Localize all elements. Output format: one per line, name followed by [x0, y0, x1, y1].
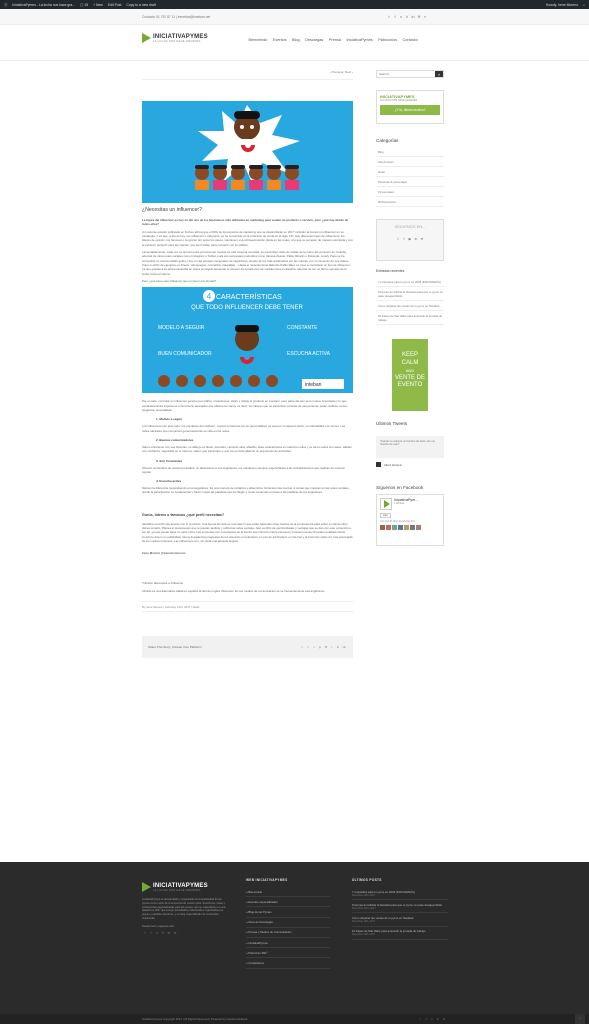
paragraph: Saben entretener con sus historias, su diálogo es fluido, divertido y aportan valor añadido. Esta característica es natural en ellos y se da en todos los casos. Hablan con confianza, seguridad en sí mismos, saben que transmiten y que los permite afianzar su argumento de autoridad. — [142, 444, 352, 454]
post-navigation — [142, 70, 353, 80]
vimeo-icon[interactable]: v — [400, 14, 402, 19]
infographic-brand: inteban — [305, 382, 322, 389]
tweets-title: Últimos Tweets — [376, 421, 408, 426]
mail-icon[interactable]: ✉ — [324, 645, 328, 650]
facebook-icon[interactable]: f — [307, 645, 309, 650]
paragraph: Los influencers son ante todo "los populares del instituto", marcan tendencia con su personalidad, ya sea por su aspecto físico, su naturalidad o su humor. Las redes naturales que componen generosamente su vida en las redes. — [142, 424, 346, 433]
main-nav — [243, 38, 418, 42]
infographic-c3: BUEN COMUNICADOR — [158, 351, 212, 358]
search-icon[interactable]: ⌕ — [435, 71, 443, 77]
vimeo-icon[interactable]: v — [431, 1017, 433, 1021]
linkedin-icon[interactable]: in — [411, 14, 415, 19]
reddit-icon[interactable]: r — [331, 645, 333, 650]
recent-post[interactable]: 7 propósitos para tu pyme en 2018 [INFOGRAFÍA] — [376, 277, 444, 287]
paragraph: Ofrecen contenidos de manera periódica, no abandonan a sus seguidores, los mantienen siempre enganchados a las actualizaciones que realizan de manera regular. — [142, 465, 345, 474]
search-icon[interactable]: ⌕ — [423, 14, 427, 19]
share-box — [142, 636, 353, 658]
page-logo-icon — [380, 498, 392, 510]
twitter-icon[interactable]: t — [144, 930, 146, 935]
infographic-image — [142, 287, 353, 393]
list-heading: 4. Escucha activa — [156, 479, 182, 484]
site-footer — [0, 862, 589, 1014]
category-item[interactable]: Storyhunters — [376, 157, 444, 167]
footer-post[interactable]: 10 frases de Star Wars para amenizar la jornada de trabajo December 15th, 2017 — [352, 927, 448, 940]
footer-about — [142, 882, 226, 935]
footer-link[interactable]: » Zona de Descargas — [246, 918, 330, 928]
recent-post[interactable]: 10 frases de Star Wars para amenizar la jornada de trabajo — [376, 311, 444, 325]
vk-icon[interactable]: vk — [342, 645, 346, 650]
nav-prensa[interactable]: Prensa — [328, 38, 341, 42]
top-bar — [0, 9, 589, 25]
facebook-icon[interactable]: f — [150, 930, 152, 935]
keep-calm-banner[interactable] — [392, 339, 428, 411]
recent-post[interactable]: 9 formas de felicitar la Navidad para que tu pyme no pase desapercibida — [376, 287, 444, 301]
featured-image — [142, 101, 353, 203]
post-meta: By Irene Moreno | February 23rd, 2017 | Ideas — [142, 601, 353, 612]
tumblr-icon[interactable]: t — [313, 645, 315, 650]
share-label: Share This Story, Choose Your Platform! — [148, 645, 202, 650]
category-item[interactable]: Ideas — [376, 167, 444, 177]
paragraph: Un reciente estudio publicado en Forbes afirma que el 84% de los expertos de marketing que se desarrollarán en 2017 incluirán al menos un influencer en su estrategia. Y es que, a día de hoy, ser influencer o influyente, se ha convertido en la profesión de moda en el siglo XXI. Hay diferentes tipos de influencers: los líderes de opinión, los famosos o los gurús. En todos los casos, mantienen una sobreexposición diaria en las redes, a la que se someten de manera voluntaria y con el esfuerzo perfecto para las marcas, que les brindan para convertir con su público. — [142, 229, 353, 247]
banner-cta: ¿Y tú, tienes recelos? — [380, 105, 440, 115]
banner-tagline: LA LUCHA NOS HACE GRANDES — [380, 99, 418, 102]
keep-line: CALM — [401, 359, 419, 366]
facebook-icon[interactable]: f — [425, 1017, 427, 1021]
fb-likes: 1.2K likes — [394, 502, 405, 505]
footer-follow: Puedes leer y sígueme acá: — [142, 924, 175, 928]
admin-site-link[interactable]: IniciativaPymes - La lucha nos hace gra... — [12, 2, 76, 7]
fb-friends: You and 20 other friends like this — [380, 520, 415, 523]
paragraph: Pero ¿qué tiene este influencer que no tienen los demás? — [142, 279, 217, 284]
tweet-author: Albert Einstein — [384, 462, 403, 467]
footer-link[interactable]: » Bienvenido — [246, 887, 330, 897]
recent-title: Entradas recientes — [376, 269, 405, 273]
infographic-subtitle: QUE TODO INFLUENCER DEBE TENER — [191, 305, 303, 312]
logo-triangle-icon — [142, 33, 151, 43]
twitter-icon[interactable]: t — [301, 645, 303, 650]
next-link[interactable]: Next › — [344, 70, 353, 74]
copy-draft-link[interactable]: Copy to a new draft — [126, 2, 156, 7]
twitter-icon[interactable]: t — [397, 237, 399, 241]
tweet-author-row — [376, 462, 444, 467]
keep-line: KEEP — [401, 352, 418, 358]
logo-name: INICIATIVAPYMES — [153, 33, 208, 40]
footer-link[interactable]: » Blog de las Pymes — [246, 907, 330, 917]
nav-blog[interactable]: Blog — [292, 38, 300, 42]
footer-link[interactable]: » Eventos especializados — [246, 897, 330, 907]
paragraph: Marcan la diferencia respondiendo a los seguidores. Es una manera de cuidarlos y afianzarlos. Entienden las marcas ni temas que imperan en las redes sociales, donde la participación es fundamental y hacen suyas las palabras que los llegan y crean contenido en base a las palabras de los seguidores. — [142, 486, 350, 495]
linkedin-icon[interactable]: in — [336, 645, 340, 650]
tweet-card: "Intente no volverte un hombre de éxito, sino un hombre de valor" — [376, 436, 444, 458]
pinterest-icon[interactable]: p — [319, 645, 321, 650]
rss-icon[interactable]: ≋ — [417, 14, 421, 19]
infographic-number: 4 — [206, 292, 212, 302]
footer-link[interactable]: » IniciativaPymes — [246, 938, 330, 948]
social-widget — [376, 219, 444, 261]
twitter-icon[interactable]: t — [388, 14, 390, 19]
banner-name: INICIATIVAPYMES — [380, 94, 415, 99]
nav-descargas[interactable]: Descargas — [305, 38, 324, 42]
category-item[interactable]: Personas & personajes — [376, 177, 444, 187]
copyright-text: Iniciativa Pymes Copyright 2014 | All Rights Reserved | Powered by Inseban Network — [142, 1017, 248, 1021]
wordpress-icon[interactable]: ⓪ — [4, 3, 8, 7]
facebook-icon[interactable]: f — [403, 237, 405, 241]
keep-line: VENTE DE — [394, 374, 425, 381]
footer-logo-name: INICIATIVAPYMES — [153, 882, 208, 889]
footer-logo-tagline: LA LUCHA NOS HACE GRANDES — [153, 888, 201, 892]
category-item[interactable]: Blog — [376, 147, 444, 157]
paragraph: Lamentablemente, cada vez se terminó para promocionar marcas es casi ninguna novedad: se transmiten miles de visitas de la mano del consumo de Youtube, además de otras redes sociales como Instagram o Twitter, para sus personajes preferidos como Vanesa Zuanel, Pablo Alborán o Dulceida. Lovely Pepa se ha convertido en recomendado guiño y hoy en día amasan centenares de seguidores, siendo de los más reclamados por las marcas, por el comienzo de sus videos. Tras un sinfín de ejemplos en fitness, videojuegos, cosmética, maquillaje... Hasta el recientemente fallecido Pablo Ráez se puso a considerar un tipo de influencer, ya que gracias a su activa campaña en redes consiguió aumentar el número de donaciones de médula ósea en España, además de ser un férreo ejemplo de la lucha contra el cáncer. — [142, 250, 351, 276]
recent-post[interactable]: Cómo disparar las ventas de tu pyme en Navidad — [376, 301, 444, 311]
sidebar-banner[interactable] — [376, 90, 444, 124]
linkedin-icon[interactable]: in — [436, 1017, 440, 1021]
article-column — [142, 70, 353, 658]
fb-page-name[interactable]: IniciativaPym... — [394, 498, 419, 502]
paragraph: Identifica el perfil más acorde con tu producto. Una buena fórmula es reemplar lo que están haciendo otras marcas de la competencia para saber a cuál de ellos debes tomarlo. Planea el presupuesto que te pueden dedicar y utiliza las redes sociales. Haz sentirlo de oportunidades y ventajas que se dan con este contenido a ser tal, ya que puede darte un valor extra. Las empresas son conscientes de la fuerza que cobra la marca personal y buscan nuevas fórmulas rentables donde invertir lo dinero en publicidad, tras la decadencia progresiva de los anuncios en televisión, en pos de ad blockers en internet y la inserción cada vez más acentuada de los medios impresos. Las influencers son, sin duda una apuesta segura. — [142, 521, 353, 543]
list-heading: 2. Buenos comunicadores — [156, 437, 194, 442]
footer-links-title: WEB INICIATIVAPYMES — [246, 878, 288, 882]
footnote-text: Influido es una alternativa válida en español al término inglés Influencer. En los medios de comunicación se ve frecuentemente esa anglicismo. — [142, 588, 326, 593]
footer-link[interactable]: » Contáctanos — [246, 958, 330, 968]
paragraph: La figura del influencer es hoy en día uno de los fenómenos más utilizados en marketing para vender un producto o servicio, pero ¿qué hay detrás de todos ellos? — [142, 218, 349, 227]
footer-post[interactable]: 7 propósitos para tu pyme en 2018 [INFOGRAFÍA] December 29th, 2017 — [352, 887, 448, 900]
rss-icon[interactable]: ≋ — [442, 1017, 446, 1021]
nav-contacto[interactable]: Contacto — [402, 38, 418, 42]
footer-post[interactable]: Cómo disparar las ventas de tu pyme en Navidad December 19th, 2017 — [352, 913, 448, 926]
logo-tagline: LA LUCHA NOS HACE GRANDES — [153, 39, 201, 43]
footer-posts-title: ÚLTIMOS POSTS — [352, 878, 382, 882]
nav-patrocinios[interactable]: Patrocinios — [378, 38, 398, 42]
footer-link[interactable]: » Prensa y Medios de Comunicación — [246, 928, 330, 938]
rss-icon[interactable]: ≋ — [420, 237, 424, 241]
article-body — [142, 207, 353, 593]
howdy-user[interactable]: Howdy, Irene Moreno — [545, 2, 579, 7]
social-icons-top — [386, 14, 428, 19]
footnote-title: *Influido: alternativa a Influencer — [142, 581, 184, 586]
category-item[interactable]: Pymes-sales — [376, 187, 444, 197]
footer-post[interactable]: 9 formas de felicitar la Navidad para que tu pyme no pase desapercibida December 22nd, 2017 — [352, 900, 448, 913]
infographic-c1: MODELO A SEGUIR — [158, 325, 205, 332]
infographic-title: CARACTERÍSTICAS — [216, 294, 282, 302]
comments-count: 15 — [84, 2, 89, 7]
author-signature: Irene Moreno @irenemymoreno — [142, 551, 186, 556]
site-header — [0, 25, 589, 61]
categories-title: Categorías — [376, 138, 399, 143]
nav-iniciativapymes[interactable]: IniciativaPymes — [346, 38, 373, 42]
contact-info: Contacto 91 792 87 11 | irenebar@inseban.net — [142, 15, 211, 19]
nav-bienvenido[interactable]: Bienvenido — [248, 38, 268, 42]
social-title: SÍGUENOS EN... — [394, 224, 426, 229]
footer-link[interactable]: » Patrocinio 360º — [246, 948, 330, 958]
footer-posts — [352, 878, 448, 940]
previous-link[interactable]: ‹ Previous — [329, 70, 344, 74]
list-heading: 1. Modelo a seguir — [156, 417, 183, 422]
social-icons-bottom — [417, 1017, 447, 1021]
search-input[interactable] — [377, 71, 435, 77]
facebook-icon[interactable]: f — [394, 14, 396, 19]
paragraph: Por un lado, controlar un influencer genera puro tráfico, impresiones, clicks y visitas al producto en cuestión, pero parte del pan se le mueve importante y lo que verdaderamente importa es el fenómeno asociativo que obtiene la marca, es decir, los valores que se transmiten a través de esa persona: poder, belleza, forma, elegancia, sensualidad... — [142, 399, 348, 413]
facebook-title: Síguenos en Facebook — [376, 485, 424, 490]
scroll-top-button[interactable]: ⌃ — [575, 1014, 585, 1024]
linkedin-icon[interactable]: in — [414, 237, 418, 241]
keep-line: AND — [405, 368, 415, 373]
vine-icon[interactable]: V — [405, 14, 409, 19]
vimeo-icon[interactable]: v — [156, 930, 158, 935]
list-heading: 3. Son Constantes — [156, 458, 183, 463]
infographic-c2: CONSTANTE — [287, 325, 318, 332]
rss-icon[interactable]: ≋ — [173, 930, 177, 935]
twitter-icon[interactable]: t — [419, 1017, 421, 1021]
fb-like-button[interactable]: Like — [380, 513, 391, 518]
search-icon[interactable]: ⌕ — [583, 2, 585, 7]
admin-bar — [0, 0, 589, 9]
site-logo[interactable] — [142, 33, 208, 43]
avatar — [376, 462, 381, 467]
edit-post-link[interactable]: Edit Post — [107, 2, 122, 7]
section-heading: Gurús, líderes o famosos ¿qué perfil necesitas? — [142, 512, 225, 517]
nav-eventos[interactable]: Eventos — [272, 38, 287, 42]
vine-icon[interactable]: V — [161, 930, 165, 935]
comments-icon[interactable]: ▢ 15 — [80, 2, 89, 7]
category-item[interactable]: #CitizenActiva — [376, 197, 444, 207]
youtube-icon[interactable]: ▶ — [408, 237, 412, 241]
new-button[interactable]: + New — [93, 2, 103, 7]
footer-links — [246, 878, 330, 969]
keep-line: EVENTO — [397, 382, 423, 388]
copyright-bar — [0, 1014, 589, 1024]
footer-about-text: IniciativaPymes es desarrollado y organizado la competitividad de las pymes como motor de la economía de nuestro país. Soluciones, ideas y conferencias especializadas para las pymes, que se materializan en una plataforma 360º que incluye actividades profesionales organizadas por pymes y partidos directivos, y un blog especializado de contenidos multimedia. — [142, 898, 226, 920]
infographic-c4: ESCUCHA ACTIVA — [287, 351, 330, 358]
linkedin-icon[interactable]: in — [167, 930, 171, 935]
article-title: ¿Necesitas un influencer? — [142, 207, 202, 213]
search-box — [376, 70, 444, 78]
sidebar — [376, 70, 444, 546]
facebook-widget — [376, 494, 444, 546]
footer-logo[interactable] — [142, 882, 226, 892]
